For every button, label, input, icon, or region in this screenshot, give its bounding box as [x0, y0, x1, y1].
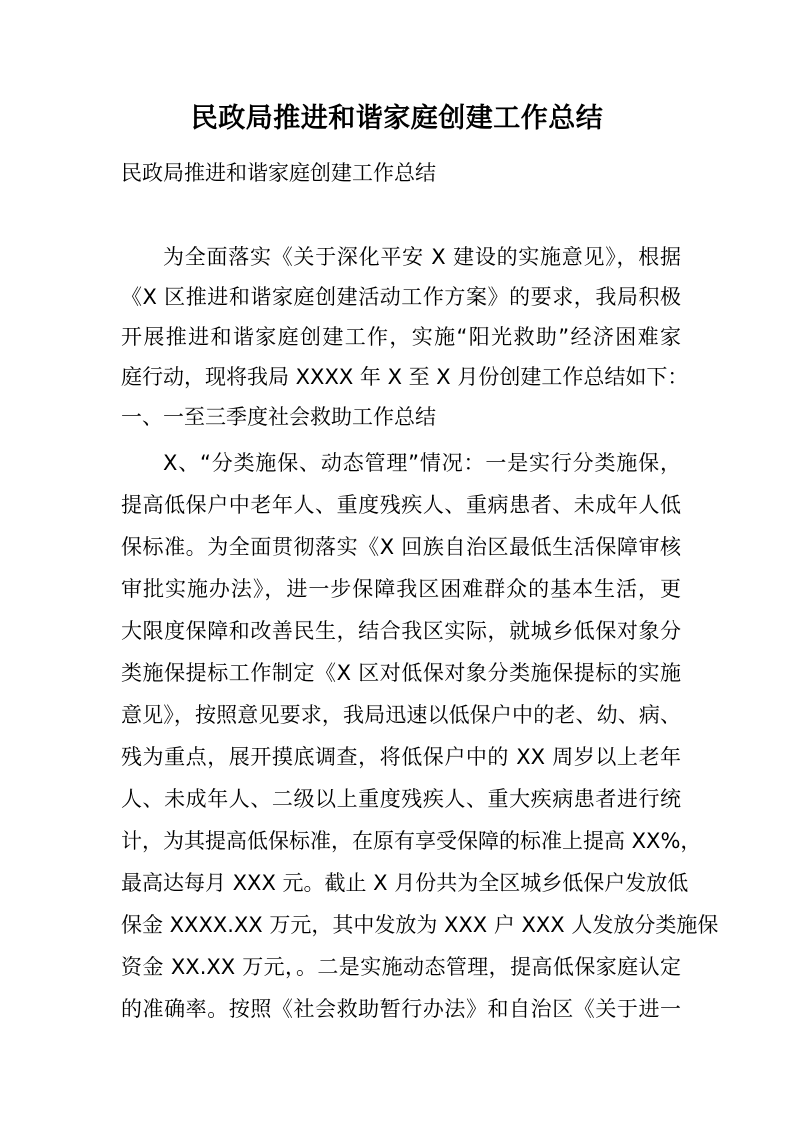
body-line: 最高达每月 XXX 元。截止 X 月份共为全区城乡低保户发放低	[121, 871, 689, 895]
body-line: 大限度保障和改善民生，结合我区实际，就城乡低保对象分	[121, 619, 681, 643]
body-line: 的准确率。按照《社会救助暂行办法》和自治区《关于进一	[121, 997, 681, 1021]
body-line: 提高低保户中老年人、重度残疾人、重病患者、未成年人低	[121, 493, 681, 517]
body-line: 残为重点，展开摸底调查，将低保户中的 XX 周岁以上老年	[121, 745, 681, 769]
body-line: 意见》，按照意见要求，我局迅速以低保户中的老、幼、病、	[121, 703, 681, 727]
body-line: X、“分类施保、动态管理”情况：一是实行分类施保，	[163, 451, 681, 475]
body-line: 保金 XXXX.XX 万元，其中发放为 XXX 户 XXX 人发放分类施保	[121, 913, 719, 937]
body-line: 计，为其提高低保标准，在原有享受保障的标准上提高 XX%，	[121, 829, 702, 853]
body-line: 人、未成年人、二级以上重度残疾人、重大疾病患者进行统	[121, 787, 681, 811]
document-subtitle: 民政局推进和谐家庭创建工作总结	[121, 161, 436, 185]
body-line: 《X 区推进和谐家庭创建活动工作方案》的要求，我局积极	[121, 285, 681, 309]
body-line: 类施保提标工作制定《X 区对低保对象分类施保提标的实施	[121, 661, 681, 685]
body-line: 庭行动，现将我局 XXXX 年 X 至 X 月份创建工作总结如下：	[121, 365, 689, 389]
body-line: 资金 XX.XX 万元，。二是实施动态管理，提高低保家庭认定	[121, 955, 681, 979]
section-heading: 一、一至三季度社会救助工作总结	[121, 405, 436, 429]
body-line: 开展推进和谐家庭创建工作，实施“阳光救助”经济困难家	[121, 325, 681, 349]
body-line: 审批实施办法》，进一步保障我区困难群众的基本生活，更	[121, 577, 681, 601]
body-line: 保标准。为全面贯彻落实《X 回族自治区最低生活保障审核	[121, 535, 681, 559]
body-line: 为全面落实《关于深化平安 X 建设的实施意见》，根据	[163, 245, 681, 269]
document-title: 民政局推进和谐家庭创建工作总结	[190, 103, 604, 134]
